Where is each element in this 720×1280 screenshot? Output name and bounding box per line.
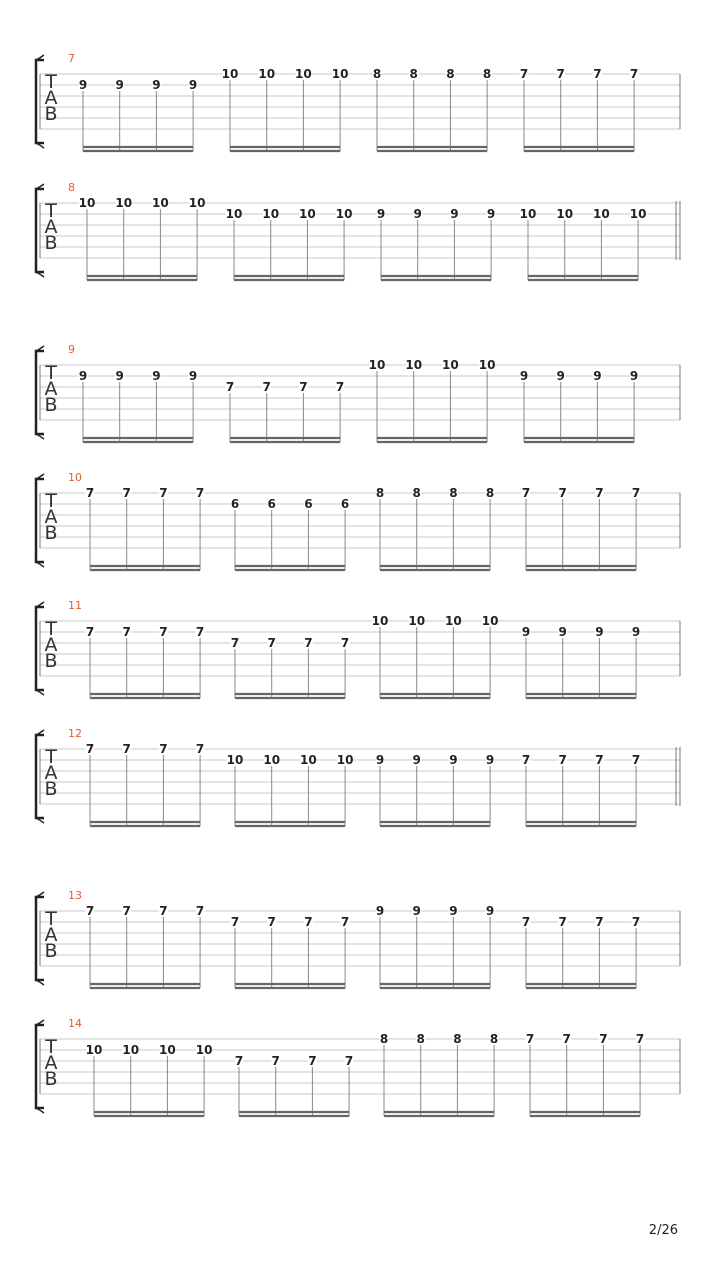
fret-number: 9: [629, 369, 639, 383]
fret-number: 9: [413, 207, 422, 221]
fret-number: 9: [376, 207, 386, 221]
fret-number: 7: [225, 380, 235, 394]
fret-number: 10: [195, 1043, 213, 1057]
fret-number: 7: [635, 1032, 645, 1046]
fret-number: 7: [85, 625, 95, 639]
fret-number: 10: [115, 196, 133, 210]
fret-number: 8: [449, 486, 458, 500]
fret-number: 7: [122, 625, 131, 639]
fret-number: 7: [159, 625, 168, 639]
fret-number: 9: [412, 753, 421, 767]
fret-number: 9: [449, 904, 458, 918]
fret-number: 10: [331, 67, 349, 81]
fret-number: 7: [195, 625, 205, 639]
measure-number: 14: [68, 1017, 82, 1030]
fret-number: 6: [230, 497, 240, 511]
fret-number: 9: [556, 369, 565, 383]
fret-number: 6: [304, 497, 313, 511]
fret-number: 10: [368, 358, 386, 372]
fret-number: 7: [159, 486, 168, 500]
fret-number: 10: [336, 753, 354, 767]
fret-number: 9: [631, 625, 641, 639]
fret-number: 7: [344, 1054, 354, 1068]
tab-clef-letter: T: [45, 71, 57, 93]
fret-number: 7: [159, 742, 168, 756]
fret-number: 7: [521, 915, 531, 929]
tab-clef-letter: B: [44, 940, 58, 962]
fret-number: 7: [85, 742, 95, 756]
fret-number: 7: [562, 1032, 571, 1046]
measure-number: 7: [68, 52, 75, 65]
fret-number: 9: [152, 78, 161, 92]
tab-clef-letter: A: [44, 1052, 58, 1074]
fret-number: 9: [519, 369, 529, 383]
fret-number: 9: [593, 369, 602, 383]
fret-number: 8: [453, 1032, 462, 1046]
measure-number: 11: [68, 599, 82, 612]
tab-clef-letter: B: [44, 522, 58, 544]
fret-number: 7: [595, 753, 604, 767]
tab-clef-letter: B: [44, 778, 58, 800]
fret-number: 10: [371, 614, 389, 628]
fret-number: 7: [631, 915, 641, 929]
fret-number: 7: [521, 753, 531, 767]
fret-number: 7: [629, 67, 639, 81]
fret-number: 7: [262, 380, 271, 394]
fret-number: 7: [159, 904, 168, 918]
tab-clef-letter: T: [45, 362, 57, 384]
measure-number: 10: [68, 471, 82, 484]
fret-number: 7: [195, 742, 205, 756]
tab-clef-letter: A: [44, 378, 58, 400]
fret-number: 8: [489, 1032, 499, 1046]
fret-number: 9: [521, 625, 531, 639]
tab-clef-letter: T: [45, 618, 57, 640]
fret-number: 7: [304, 915, 313, 929]
fret-number: 9: [486, 207, 496, 221]
fret-number: 10: [188, 196, 206, 210]
fret-number: 10: [159, 1043, 176, 1057]
fret-number: 6: [267, 497, 276, 511]
measure-number: 12: [68, 727, 82, 740]
fret-number: 7: [599, 1032, 608, 1046]
fret-number: 6: [340, 497, 350, 511]
fret-number: 7: [593, 67, 602, 81]
fret-number: 10: [258, 67, 276, 81]
fret-number: 10: [299, 207, 316, 221]
fret-number: 10: [593, 207, 610, 221]
fret-number: 9: [375, 753, 385, 767]
fret-number: 9: [450, 207, 459, 221]
fret-number: 7: [556, 67, 565, 81]
tab-clef-letter: A: [44, 762, 58, 784]
fret-number: 7: [299, 380, 308, 394]
fret-number: 9: [188, 78, 198, 92]
measure-number: 13: [68, 889, 82, 902]
tab-clef-letter: A: [44, 506, 58, 528]
tab-clef-letter: A: [44, 216, 58, 238]
fret-number: 7: [230, 915, 240, 929]
fret-number: 7: [122, 486, 131, 500]
tab-clef-letter: A: [44, 87, 58, 109]
fret-number: 10: [519, 207, 537, 221]
fret-number: 7: [304, 636, 313, 650]
fret-number: 7: [595, 486, 604, 500]
fret-number: 7: [521, 486, 531, 500]
fret-number: 8: [482, 67, 492, 81]
fret-number: 10: [221, 67, 239, 81]
fret-number: 9: [375, 904, 385, 918]
tab-clef-letter: B: [44, 232, 58, 254]
fret-number: 10: [122, 1043, 140, 1057]
fret-number: 7: [234, 1054, 244, 1068]
fret-number: 10: [300, 753, 317, 767]
measure-number: 9: [68, 343, 75, 356]
fret-number: 7: [558, 915, 567, 929]
fret-number: 10: [629, 207, 647, 221]
fret-number: 9: [115, 369, 124, 383]
tab-clef-letter: T: [45, 490, 57, 512]
fret-number: 7: [308, 1054, 317, 1068]
fret-number: 9: [595, 625, 604, 639]
fret-number: 7: [525, 1032, 535, 1046]
fret-number: 7: [595, 915, 604, 929]
page-number: 2/26: [648, 1223, 678, 1238]
tab-clef-letter: T: [45, 200, 57, 222]
fret-number: 9: [449, 753, 458, 767]
fret-number: 8: [409, 67, 418, 81]
fret-number: 7: [631, 753, 641, 767]
fret-number: 7: [558, 753, 567, 767]
fret-number: 8: [375, 486, 385, 500]
fret-number: 9: [485, 753, 495, 767]
fret-number: 10: [152, 196, 169, 210]
fret-number: 10: [295, 67, 312, 81]
fret-number: 7: [335, 380, 345, 394]
fret-number: 7: [195, 904, 205, 918]
fret-number: 10: [445, 614, 462, 628]
tab-clef-letter: B: [44, 103, 58, 125]
fret-number: 8: [379, 1032, 389, 1046]
fret-number: 9: [115, 78, 124, 92]
tab-clef-letter: A: [44, 924, 58, 946]
fret-number: 7: [230, 636, 240, 650]
fret-number: 10: [85, 1043, 103, 1057]
fret-number: 7: [519, 67, 529, 81]
fret-number: 8: [412, 486, 421, 500]
fret-number: 9: [412, 904, 421, 918]
fret-number: 7: [122, 904, 131, 918]
tab-clef-letter: B: [44, 1068, 58, 1090]
fret-number: 7: [271, 1054, 280, 1068]
fret-number: 10: [262, 207, 280, 221]
fret-number: 7: [267, 915, 276, 929]
tab-clef-letter: T: [45, 908, 57, 930]
tab-clef-letter: T: [45, 746, 57, 768]
fret-number: 9: [152, 369, 161, 383]
fret-number: 9: [78, 369, 88, 383]
fret-number: 7: [195, 486, 205, 500]
fret-number: 10: [478, 358, 496, 372]
fret-number: 9: [558, 625, 567, 639]
fret-number: 7: [85, 904, 95, 918]
fret-number: 10: [226, 753, 244, 767]
fret-number: 10: [335, 207, 353, 221]
fret-number: 10: [481, 614, 499, 628]
tab-clef-letter: T: [45, 1036, 57, 1058]
fret-number: 10: [405, 358, 423, 372]
fret-number: 10: [556, 207, 574, 221]
tab-clef-letter: A: [44, 634, 58, 656]
fret-number: 8: [485, 486, 495, 500]
fret-number: 7: [340, 915, 350, 929]
fret-number: 7: [631, 486, 641, 500]
fret-number: 9: [188, 369, 198, 383]
fret-number: 9: [78, 78, 88, 92]
fret-number: 7: [122, 742, 131, 756]
fret-number: 7: [558, 486, 567, 500]
fret-number: 7: [340, 636, 350, 650]
fret-number: 10: [225, 207, 243, 221]
fret-number: 10: [78, 196, 96, 210]
tab-clef-letter: B: [44, 650, 58, 672]
measure-number: 8: [68, 181, 75, 194]
fret-number: 7: [267, 636, 276, 650]
fret-number: 10: [263, 753, 281, 767]
tab-clef-letter: B: [44, 394, 58, 416]
fret-number: 8: [372, 67, 382, 81]
fret-number: 8: [446, 67, 455, 81]
fret-number: 10: [442, 358, 459, 372]
fret-number: 9: [485, 904, 495, 918]
fret-number: 10: [408, 614, 426, 628]
fret-number: 8: [416, 1032, 425, 1046]
fret-number: 7: [85, 486, 95, 500]
